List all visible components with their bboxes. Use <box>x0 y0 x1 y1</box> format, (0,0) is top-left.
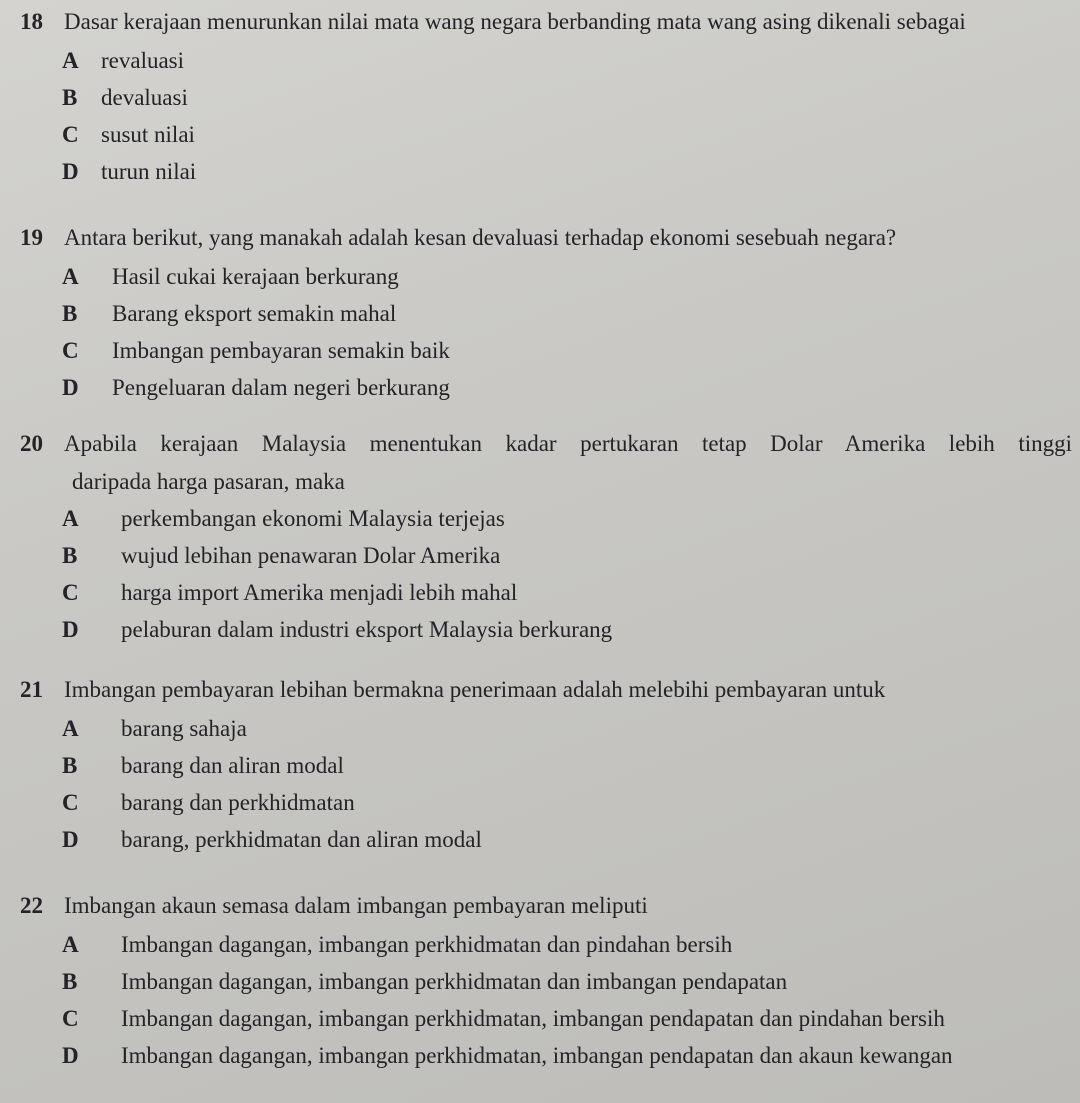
question-22 <box>0 886 1080 1074</box>
option-c[interactable] <box>0 574 1080 611</box>
option-a[interactable] <box>0 710 1080 747</box>
question-number: 20 <box>20 431 43 456</box>
option-a[interactable] <box>0 926 1080 963</box>
option-d[interactable] <box>0 821 1080 858</box>
question-text: Imbangan akaun semasa dalam imbangan pembayaran meliputi <box>64 893 648 918</box>
question-text-continuation: daripada harga pasaran, maka <box>72 469 345 494</box>
option-text: barang dan aliran modal <box>121 753 344 778</box>
option-text: wujud lebihan penawaran Dolar Amerika <box>121 543 501 568</box>
option-text: Barang eksport semakin mahal <box>112 301 397 326</box>
option-letter: B <box>62 753 78 778</box>
option-text: barang, perkhidmatan dan aliran modal <box>121 827 482 852</box>
option-letter: B <box>62 969 78 994</box>
question-number: 19 <box>20 225 43 250</box>
option-text: harga import Amerika menjadi lebih mahal <box>121 580 518 605</box>
option-letter: B <box>62 85 78 110</box>
option-text: revaluasi <box>101 48 185 73</box>
option-d[interactable] <box>0 369 1080 406</box>
option-b[interactable] <box>0 79 1080 116</box>
option-letter: C <box>62 122 79 147</box>
option-text: devaluasi <box>101 85 188 110</box>
option-a[interactable] <box>0 500 1080 537</box>
option-c[interactable] <box>0 1000 1080 1037</box>
option-text: Pengeluaran dalam negeri berkurang <box>112 375 450 400</box>
question-number: 21 <box>20 677 43 702</box>
option-b[interactable] <box>0 963 1080 1000</box>
option-d[interactable] <box>0 153 1080 190</box>
option-a[interactable] <box>0 42 1080 79</box>
question-stem <box>0 218 1080 258</box>
option-letter: D <box>62 375 79 400</box>
option-text: susut nilai <box>101 122 195 147</box>
option-text: Imbangan dagangan, imbangan perkhidmatan dan pindahan bersih <box>121 932 733 957</box>
option-letter: B <box>62 301 78 326</box>
question-text: Imbangan pembayaran lebihan bermakna penerimaan adalah melebihi pembayaran untuk <box>64 677 886 702</box>
option-letter: A <box>62 506 79 531</box>
option-text: turun nilai <box>101 159 197 184</box>
option-letter: C <box>62 790 79 815</box>
option-text: Imbangan dagangan, imbangan perkhidmatan, imbangan pendapatan dan akaun kewangan <box>121 1043 953 1068</box>
question-text: Antara berikut, yang manakah adalah kesan devaluasi terhadap ekonomi sesebuah negara? <box>64 225 897 250</box>
question-number: 22 <box>20 893 43 918</box>
question-stem <box>0 886 1080 926</box>
option-text: barang sahaja <box>121 716 247 741</box>
option-letter: D <box>62 159 79 184</box>
option-d[interactable] <box>0 1037 1080 1074</box>
option-text: pelaburan dalam industri eksport Malaysia berkurang <box>121 617 613 642</box>
option-text: Hasil cukai kerajaan berkurang <box>112 264 399 289</box>
option-c[interactable] <box>0 332 1080 369</box>
question-19 <box>0 218 1080 406</box>
option-c[interactable] <box>0 784 1080 821</box>
option-b[interactable] <box>0 537 1080 574</box>
option-a[interactable] <box>0 258 1080 295</box>
option-text: Imbangan dagangan, imbangan perkhidmatan, imbangan pendapatan dan pindahan bersih <box>121 1006 945 1031</box>
question-20 <box>0 424 1080 648</box>
option-text: perkembangan ekonomi Malaysia terjejas <box>121 506 505 531</box>
option-letter: A <box>62 716 79 741</box>
option-letter: A <box>62 932 79 957</box>
option-letter: C <box>62 1006 79 1031</box>
question-stem <box>0 2 1080 42</box>
option-letter: C <box>62 580 79 605</box>
question-stem <box>0 424 1080 464</box>
question-text: Apabila kerajaan Malaysia menentukan kadar pertukaran tetap Dolar Amerika lebih tinggi <box>64 431 1072 456</box>
option-letter: C <box>62 338 79 363</box>
option-letter: A <box>62 48 79 73</box>
option-letter: B <box>62 543 78 568</box>
option-text: Imbangan pembayaran semakin baik <box>112 338 450 363</box>
option-c[interactable] <box>0 116 1080 153</box>
option-letter: A <box>62 264 79 289</box>
option-letter: D <box>62 1043 79 1068</box>
question-text: Dasar kerajaan menurunkan nilai mata wang negara berbanding mata wang asing dikenali sebagai <box>64 9 966 34</box>
question-18 <box>0 2 1080 190</box>
option-letter: D <box>62 827 79 852</box>
question-number: 18 <box>20 9 43 34</box>
option-b[interactable] <box>0 747 1080 784</box>
option-d[interactable] <box>0 611 1080 648</box>
option-b[interactable] <box>0 295 1080 332</box>
option-text: Imbangan dagangan, imbangan perkhidmatan dan imbangan pendapatan <box>121 969 788 994</box>
option-text: barang dan perkhidmatan <box>121 790 355 815</box>
question-stem <box>0 670 1080 710</box>
question-21 <box>0 670 1080 858</box>
option-letter: D <box>62 617 79 642</box>
